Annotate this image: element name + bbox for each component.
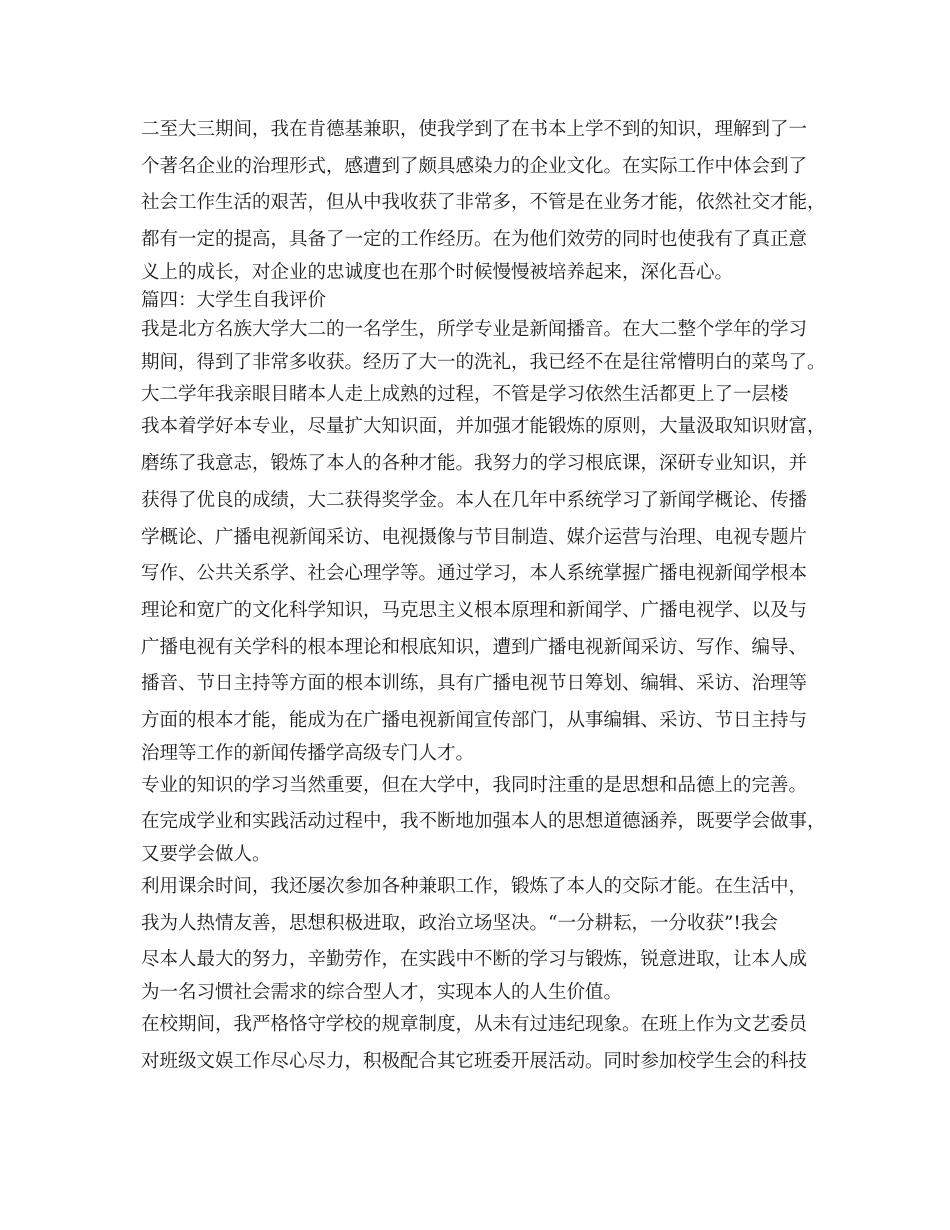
- text-line: 播音、节日主持等方面的根本训练，具有广播电视节日筹划、编辑、采访、治理等: [141, 673, 808, 695]
- text-line: 理论和宽广的文化科学知识，马克思主义根本原理和新闻学、广播电视学、以及与: [141, 599, 808, 621]
- text-line: 写作、公共关系学、社会心理学等。通过学习，本人系统掌握广播电视新闻学根本: [141, 563, 808, 585]
- text-line: 期间，得到了非常多收获。经历了大一的洗礼，我已经不在是往常懵明白的菜鸟了。: [141, 351, 826, 373]
- text-line: 对班级文娱工作尽心尽力，积极配合其它班委开展活动。同时参加校学生会的科技: [141, 1050, 808, 1072]
- text-line: 利用课余时间，我还屡次参加各种兼职工作，锻炼了本人的交际才能。在生活中，: [141, 876, 808, 897]
- text-line: 治理等工作的新闻传播学高级专门人才。: [141, 742, 475, 764]
- text-line: 在完成学业和实践活动过程中，我不断地加强本人的思想道德涵养，既要学会做事，: [141, 811, 826, 833]
- text-line: 我本着学好本专业，尽量扩大知识面，并加强才能锻炼的原则，大量汲取知识财富，: [141, 416, 826, 438]
- text-line: 大二学年我亲眼目睹本人走上成熟的过程，不管是学习依然生活都更上了一层楼: [141, 384, 789, 406]
- text-line: 又要学会做人。: [141, 844, 271, 865]
- text-line: 方面的根本才能，能成为在广播电视新闻宣传部门，从事编辑、采访、节日主持与: [141, 709, 808, 731]
- text-line: 为一名习惯社会需求的综合型人才，实现本人的人生价值。: [141, 982, 623, 1004]
- text-line: 尽本人最大的努力，辛勤劳作，在实践中不断的学习与锻炼，锐意进取，让本人成: [141, 949, 808, 971]
- text-line: 义上的成长，对企业的忠诚度也在那个时候慢慢被培养起来，深化吾心。: [141, 261, 734, 283]
- text-line: 广播电视有关学科的根本理论和根底知识，遭到广播电视新闻采访、写作、编导、: [141, 636, 808, 658]
- text-line: 学概论、广播电视新闻采访、电视摄像与节目制造、媒介运营与治理、电视专题片: [141, 526, 808, 548]
- document-body: [141, 112, 831, 1080]
- text-line: 都有一定的提高，具备了一定的工作经历。在为他们效劳的同时也使我有了真正意: [141, 229, 808, 251]
- text-line: 磨练了我意志，锻炼了本人的各种才能。我努力的学习根底课，深研专业知识，并: [141, 453, 808, 475]
- text-line: 二至大三期间，我在肯德基兼职，使我学到了在书本上学不到的知识，理解到了一: [141, 119, 808, 140]
- text-line: 个著名企业的治理形式，感遭到了颇具感染力的企业文化。在实际工作中体会到了: [141, 155, 808, 177]
- text-line: 社会工作生活的艰苦，但从中我收获了非常多，不管是在业务才能，依然社交才能，: [141, 192, 826, 214]
- section-heading: 篇四：大学生自我评价: [141, 289, 327, 311]
- text-line: 在校期间，我严格恪守学校的规章制度，从未有过违纪现象。在班上作为文艺委员: [141, 1014, 808, 1036]
- text-line: 我是北方名族大学大二的一名学生，所学专业是新闻播音。在大二整个学年的学习: [141, 318, 808, 340]
- text-line: 专业的知识的学习当然重要，但在大学中，我同时注重的是思想和品德上的完善。: [141, 774, 808, 796]
- text-line: 我为人热情友善，思想积极进取，政治立场坚决。“一分耕耘，一分收获”!我会: [141, 912, 778, 934]
- text-line: 获得了优良的成绩，大二获得奖学金。本人在几年中系统学习了新闻学概论、传播: [141, 489, 808, 511]
